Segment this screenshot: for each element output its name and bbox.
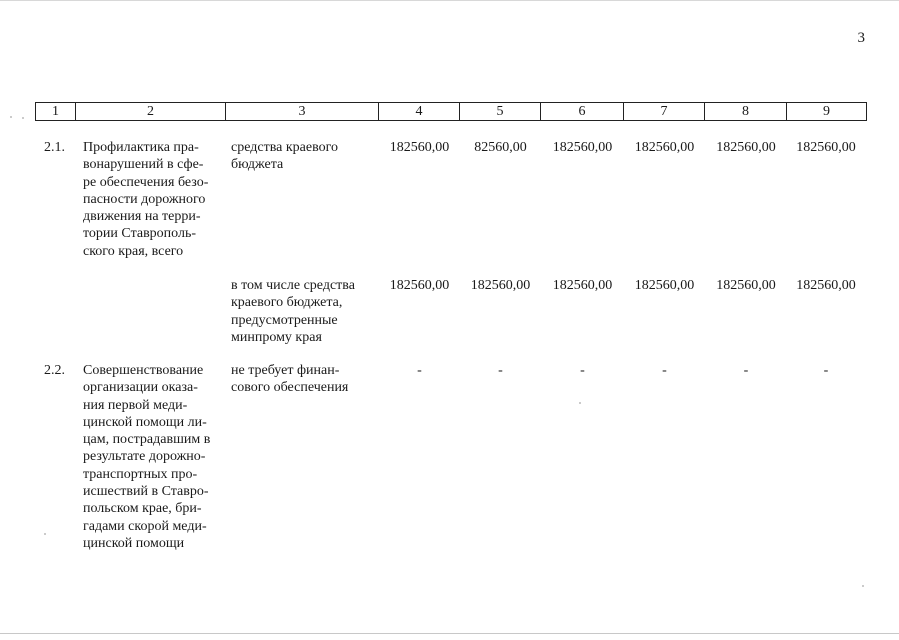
funding-source	[231, 362, 359, 397]
funding-source-line: бюджета	[231, 157, 284, 173]
value-col-9: 182560,00	[796, 140, 856, 155]
funding-source-line: краевого бюджета,	[231, 295, 343, 311]
scan-speck	[862, 585, 864, 587]
measure-name-line: исшествий в Ставро-	[83, 484, 209, 500]
measure-name-line: результате дорожно-	[83, 449, 206, 465]
measure-name	[83, 362, 217, 552]
measure-name-line: Профилактика пра-	[83, 140, 199, 155]
value-col-4: 182560,00	[389, 278, 450, 293]
value-col-7: 182560,00	[634, 278, 695, 293]
measure-name-line: тории Ставрополь-	[83, 226, 197, 242]
header-col-4: 4	[379, 103, 460, 121]
measure-name-line: гадами скорой меди-	[83, 518, 207, 534]
header-col-3: 3	[226, 103, 379, 121]
value-col-9: 182560,00	[796, 278, 856, 293]
header-col-9: 9	[787, 103, 867, 121]
page-number: 3	[857, 30, 865, 46]
measure-name-line: польском крае, бри-	[83, 501, 202, 517]
value-col-8: -	[743, 363, 749, 378]
measure-name-line: движения на терри-	[83, 209, 201, 225]
value-col-8: 182560,00	[716, 140, 776, 155]
scan-speck	[44, 533, 46, 535]
measure-name	[83, 139, 217, 260]
value-col-5: 82560,00	[474, 140, 527, 155]
funding-source-line: минпрому края	[231, 329, 322, 345]
measure-name-line: цинской помощи	[83, 535, 185, 551]
value-col-5: -	[498, 363, 503, 378]
scan-speck	[10, 116, 12, 118]
header-col-1: 1	[36, 103, 76, 121]
funding-source-line: средства краевого	[231, 140, 338, 155]
header-col-7: 7	[624, 103, 705, 121]
scan-speck	[22, 117, 24, 119]
header-col-2: 2	[76, 103, 226, 121]
measure-name-line: организации оказа-	[83, 380, 198, 396]
value-col-8: 182560,00	[716, 278, 776, 293]
value-col-7: -	[662, 363, 667, 378]
value-col-6: 182560,00	[552, 278, 613, 293]
measure-name-line: цам, пострадавшим в	[83, 432, 211, 448]
measure-name-line: ре обеспечения безо-	[83, 174, 209, 190]
value-col-5: 182560,00	[470, 278, 531, 293]
measure-name-line: цинской помощи ли-	[83, 414, 207, 430]
funding-source-line: предусмотренные	[231, 312, 338, 328]
row-number: 2.2.	[44, 363, 65, 378]
scan-edge-bottom	[0, 633, 899, 634]
funding-source	[231, 277, 376, 346]
measure-name-line: пасности дорожного	[83, 191, 206, 207]
header-col-8: 8	[705, 103, 787, 121]
value-col-6: 182560,00	[552, 140, 613, 155]
header-col-5: 5	[460, 103, 541, 121]
row-number: 2.1.	[44, 140, 65, 155]
value-col-4: -	[417, 363, 422, 378]
value-col-6: -	[580, 363, 585, 378]
value-col-4: 182560,00	[389, 140, 450, 155]
funding-source	[231, 139, 376, 174]
column-number-header	[35, 102, 867, 121]
measure-name-line: вонарушений в сфе-	[83, 157, 204, 173]
measure-name-line: ского края, всего	[83, 243, 184, 259]
measure-name-line: ния первой меди-	[83, 397, 188, 413]
value-col-9: -	[823, 363, 829, 378]
scan-speck	[579, 402, 581, 404]
measure-name-line: Совершенствование	[83, 363, 204, 378]
value-col-7: 182560,00	[634, 140, 695, 155]
header-col-6: 6	[541, 103, 624, 121]
scan-edge-top	[0, 0, 899, 1]
funding-source-line: не требует финан-	[231, 363, 340, 378]
funding-source-line: в том числе средства	[231, 278, 355, 293]
measure-name-line: транспортных про-	[83, 466, 198, 482]
funding-source-line: сового обеспечения	[231, 380, 349, 396]
